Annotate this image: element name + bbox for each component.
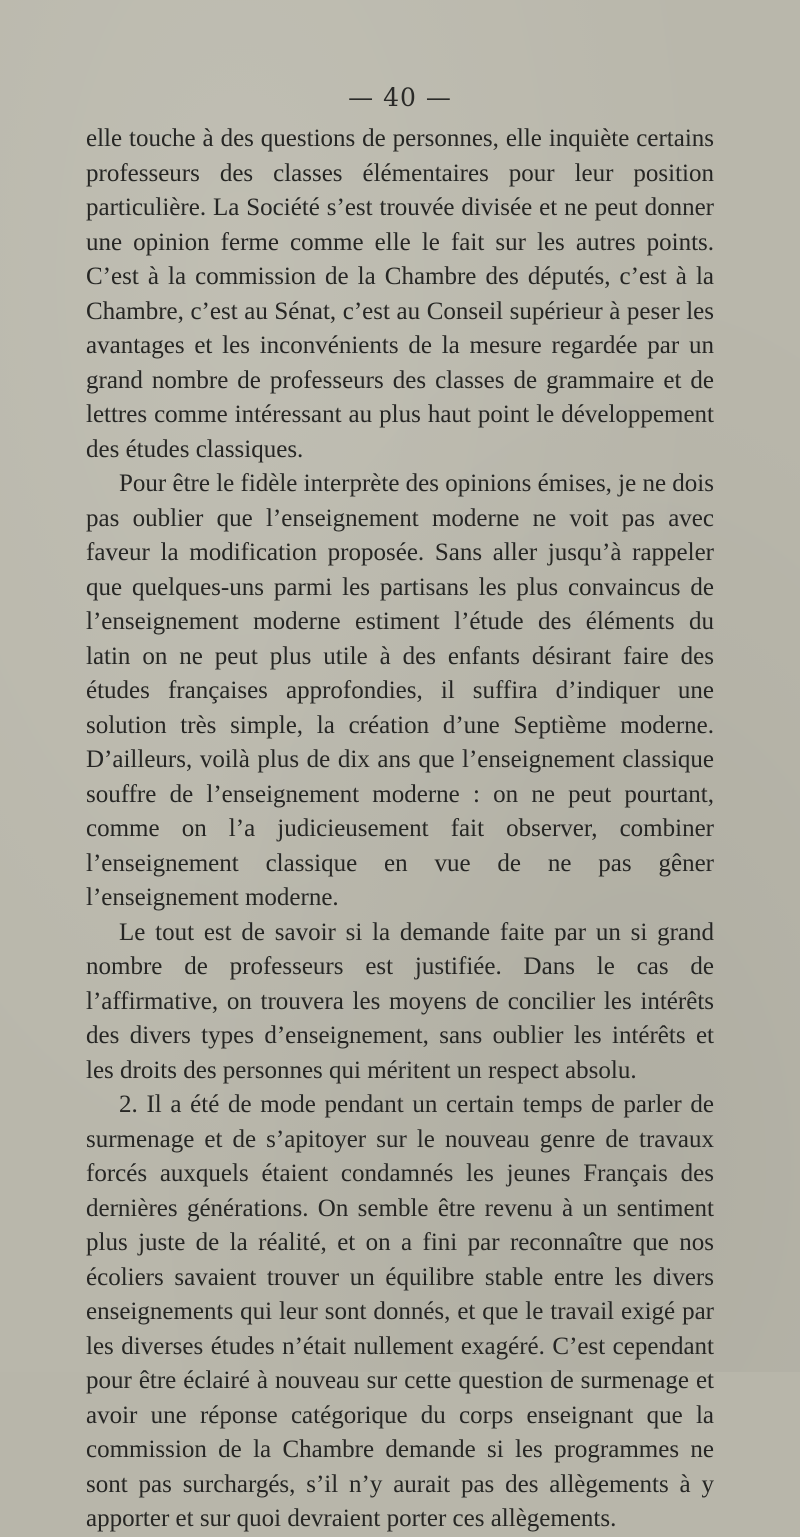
paragraph-3: Le tout est de savoir si la demande faite par un si grand nombre de professeurs est justifiée. Dans le cas de l’affirmative, on trouvera les moyens de concilier les intérêts des divers types d’enseignement, sans oublier les intérêts et les droits des personnes qui méritent un respect absolu. <box>86 918 714 1084</box>
paragraph-2: Pour être le fidèle interprète des opinions émises, je ne dois pas oublier que l’enseignement moderne ne voit pas avec faveur la modification proposée. Sans aller jusqu’à rappeler que quelques-uns parmi les partisans les plus convaincus de l’enseignement moderne estiment l’étude des éléments du latin on ne peut plus utile à des enfants désirant faire des études françaises approfondies, il suffira d’indiquer une solution très simple, la création d’une Septième moderne. D’ailleurs, voilà plus de dix ans que l’enseignement classique souffre de l’enseignement moderne : on ne peut pourtant, comme on l’a judicieusement fait observer, combiner l’enseignement classique en vue de ne pas gêner l’enseignement moderne. <box>86 470 714 911</box>
page-number: — 40 — <box>348 83 452 112</box>
paragraph-4: 2. Il a été de mode pendant un certain temps de parler de surmenage et de s’apitoyer sur le nouveau genre de travaux forcés auxquels étaient condamnés les jeunes Français des dernières générations. On semble être revenu à un sentiment plus juste de la réalité, et on a fini par reconnaître que nos écoliers savaient trouver un équilibre stable entre les divers enseignements qui leur sont donnés, et que le travail exigé par les diverses études n’était nullement exagéré. C’est cependant pour être éclairé à nouveau sur cette question de surmenage et avoir une réponse catégorique du corps enseignant que la commission de la Chambre demande si les programmes ne sont pas surchargés, s’il n’y aurait pas des allègements à y apporter et sur quoi devraient porter ces allègements. <box>86 1091 714 1532</box>
body-text <box>86 122 714 1537</box>
paragraph-1: elle touche à des questions de personnes, elle inquiète certains professeurs des classes élémentaires pour leur position particulière. La Société s’est trouvée divisée et ne peut donner une opinion ferme comme elle le fait sur les autres points. C’est à la commission de la Chambre des députés, c’est à la Chambre, c’est au Sénat, c’est au Conseil supérieur à peser les avantages et les inconvénients de la mesure regardée par un grand nombre de professeurs des classes de grammaire et de lettres comme intéressant au plus haut point le développement des études classiques. <box>86 125 714 463</box>
